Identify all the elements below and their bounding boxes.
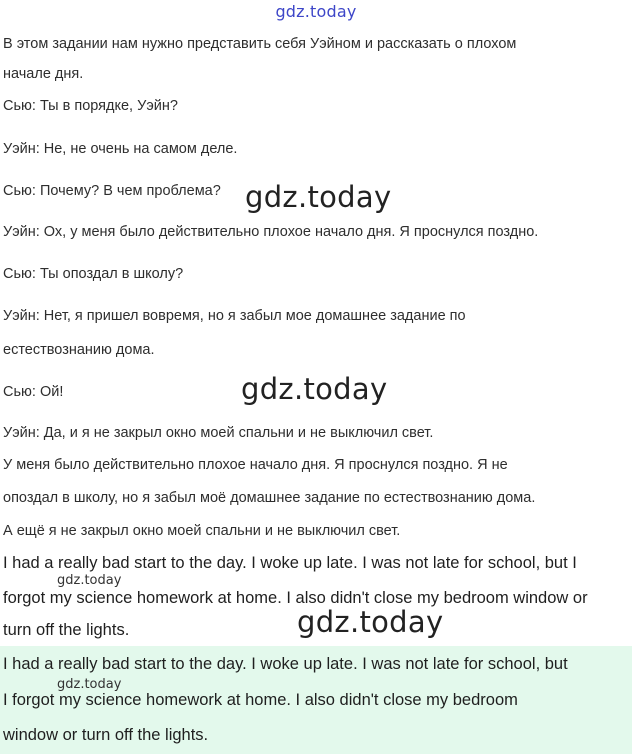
dialogue-line-wayne-1: Уэйн: Не, не очень на самом деле. xyxy=(3,141,238,157)
summary-ru-line-1: У меня было действительно плохое начало дня. Я проснулся поздно. Я не xyxy=(3,457,508,473)
dialogue-line-sue-1: Сью: Ты в порядке, Уэйн? xyxy=(3,98,178,114)
dialogue-line-sue-3: Сью: Ты опоздал в школу? xyxy=(3,266,184,282)
dialogue-line-wayne-3a: Уэйн: Нет, я пришел вовремя, но я забыл мое домашнее задание по xyxy=(3,308,466,324)
english-1-line-2: forgot my science homework at home. I also didn't close my bedroom window or xyxy=(3,589,588,607)
english-2-line-3: window or turn off the lights. xyxy=(3,726,209,744)
watermark-small-1: gdz.today xyxy=(57,573,122,588)
english-2-line-2: I forgot my science homework at home. I also didn't close my bedroom xyxy=(3,691,518,709)
english-2-line-1: I had a really bad start to the day. I woke up late. I was not late for school, but xyxy=(3,655,568,673)
dialogue-line-wayne-4: Уэйн: Да, и я не закрыл окно моей спальни и не выключил свет. xyxy=(3,425,434,441)
dialogue-line-sue-2: Сью: Почему? В чем проблема? xyxy=(3,183,221,199)
english-1-line-3: turn off the lights. xyxy=(3,621,130,639)
dialogue-line-wayne-3b: естествознанию дома. xyxy=(3,342,155,358)
intro-line-2: начале дня. xyxy=(3,66,84,82)
english-1-line-1: I had a really bad start to the day. I woke up late. I was not late for school, but I xyxy=(3,554,577,572)
watermark-big-1: gdz.today xyxy=(245,180,392,214)
watermark-top: gdz.today xyxy=(275,2,357,21)
summary-ru-line-2: опоздал в школу, но я забыл моё домашнее задание по естествознанию дома. xyxy=(3,490,536,506)
watermark-small-2: gdz.today xyxy=(57,677,122,692)
watermark-big-2: gdz.today xyxy=(241,372,388,406)
dialogue-line-wayne-2: Уэйн: Ох, у меня было действительно плохое начало дня. Я проснулся поздно. xyxy=(3,224,539,240)
watermark-big-3: gdz.today xyxy=(297,605,444,639)
summary-ru-line-3: А ещё я не закрыл окно моей спальни и не выключил свет. xyxy=(3,523,401,539)
dialogue-line-sue-4: Сью: Ой! xyxy=(3,384,64,400)
intro-line-1: В этом задании нам нужно представить себя Уэйном и рассказать о плохом xyxy=(3,36,517,52)
